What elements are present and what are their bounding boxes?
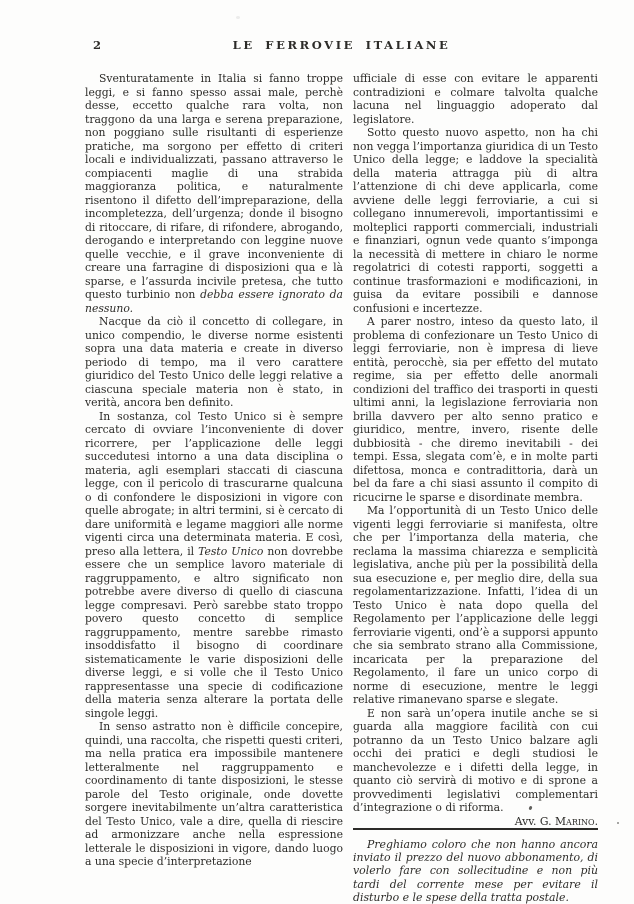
paragraph: Sotto questo nuovo aspetto, non ha chi non vegga l’importanza giuridica di un Testo Unico della legge; e laddove la specialità della materia attragga più di altra l’attenzione di chi deve applicarla, come avviene delle leggi ferroviarie, a cui si collegano innumerevoli, importantissimi e molteplici rapporti commerciali, industriali e finanziari, ognun vede quanto s’imponga la necessità di mettere in chiaro le norme regolatrici di cotesti rapporti, soggetti a continue trasformazioni e modificazioni, in guisa da evitare possibili e dannose confusioni e incertezze. <box>353 126 598 315</box>
signature-suffix: . <box>594 814 598 828</box>
author-signature <box>501 815 598 829</box>
scan-speck <box>236 16 240 19</box>
journal-title: LE FERROVIE ITALIANE <box>232 38 451 52</box>
paragraph-continuation: ufficiale di esse con evitare le apparenti contradizioni e colmare talvolta qualche lacuna nel linguaggio adoperato dal legislatore. <box>353 72 598 126</box>
paragraph: In senso astratto non è difficile concepire, quindi, una raccolta, che rispetti questi criteri, ma nella pratica era impossibile mantenere letteralmente nel raggruppamento e coordinamento di tante disposizioni, le stesse parole del Testo originale, onde dovette sorgere inevitabilmente un’altra caratteristica del Testo Unico, vale a dire, quella di riescire ad armonizzare anche nella espressione letterale le disposizioni in vigore, dando luogo a una specie d’interpretazione <box>85 720 343 868</box>
right-column <box>353 72 598 904</box>
page-header <box>85 38 598 54</box>
subscription-notice: Preghiamo coloro che non hanno ancora inviato il prezzo del nuovo abbonamento, di volerlo fare con sollecitudine e non più tardi del corrente mese per evitare il disturbo e le spese della tratta postale. <box>353 838 598 904</box>
left-column <box>85 72 343 869</box>
paragraph-text: E non sarà un’opera inutile anche se si guarda alla maggiore facilità con cui potranno da un Testo Unico balzare agli occhi dei pratici e degli studiosi le manchevolezze e i difetti della legge, in quanto ciò servirà di motivo e di sprone a provvedimenti legislativi complementari d’integrazione o di riforma. <box>353 706 598 814</box>
scan-speck <box>617 822 619 824</box>
signature-prefix: Avv. G. <box>514 814 555 828</box>
page-number: 2 <box>93 38 102 52</box>
signature-name: Marino <box>554 814 595 828</box>
section-divider <box>353 828 598 830</box>
paragraph: A parer nostro, inteso da questo lato, il problema di confezionare un Testo Unico di leggi ferroviarie, non è impresa di lieve entità, perocchè, sia per effetto del mutato regime, sia per effetto delle anormali condizioni del traffico dei trasporti in questi ultimi anni, la legislazione ferroviaria non brilla davvero per alto senno pratico e giuridico, mentre, invero, risente delle dubbiosità - che diremo inevitabili - dei tempi. Essa, slegata com’è, e in molte parti difettosa, monca e contradittoria, darà un bel da fare a chi siasi assunto il compito di ricucirne le sparse e disordinate membra. <box>353 315 598 504</box>
paragraph: In sostanza, col Testo Unico si è sempre cercato di ovviare l’inconveniente di dover ricorrere, per l’applicazione delle leggi succedutesi intorno a una data disciplina o materia, agli esemplari staccati di ciascuna legge, con il pericolo di trascurarne qualcuna o di confondere le disposizioni in vigore con quelle abrogate; in altri termini, si è cercato di dare uniformità e legame maggiori alle norme vigenti circa una determinata materia. E così, preso alla lettera, il Testo Unico non dovrebbe essere che un semplice lavoro materiale di raggruppamento, e altro significato non potrebbe avere diverso di quello di ciascuna legge compresavi. Però sarebbe stato troppo povero questo concetto di semplice raggruppamento, mentre sarebbe rimasto insoddisfatto il bisogno di coordinare sistematicamente le varie disposizioni delle diverse leggi, e si volle che il Testo Unico rappresentasse una specie di codificazione della materia senza alterare la portata delle singole leggi. <box>85 409 344 720</box>
paragraph: Ma l’opportunità di un Testo Unico delle vigenti leggi ferroviarie si manifesta, oltre che per l’importanza della materia, che reclama la massima chiarezza e semplicità legislativa, anche più per la possibilità della sua esecuzione e, per meglio dire, della sua regolamentarizzazione. Infatti, l’idea di un Testo Unico è nata dopo quella del Regolamento per l’applicazione delle leggi ferroviarie vigenti, ond’è a supporsi appunto che sia sembrato strano alla Commissione, incaricata per la preparazione del Regolamento, il fare un unico corpo di norme di esecuzione, mentre le leggi relative rimanevano sparse e slegate. <box>353 504 598 706</box>
article-body <box>85 72 598 904</box>
paragraph <box>353 706 598 828</box>
paragraph: Nacque da ciò il concetto di collegare, in unico compendio, le diverse norme esistenti sopra una data materia e create in diverso periodo di tempo, ma il vero carattere giuridico del Testo Unico delle leggi relative a ciascuna speciale materia non è stato, in verità, ancora ben definito. <box>85 315 343 409</box>
paragraph: Sventuratamente in Italia si fanno troppe leggi, e si fanno spesso assai male, perchè desse, eccetto qualche rara volta, non traggono da una larga e serena preparazione, non poggiano sulle risultanti di esperienze pratiche, ma sorgono per effetto di criteri locali e individualizzati, passano attraverso le compiacenti maglie di una strabida maggioranza politica, e naturalmente risentono il difetto dell’impreparazione, della incompletezza, dell’urgenza; donde il bisogno di ritoccare, di rifare, di rifondere, abrogando, derogando e interpretando con leggine nuove quelle vecchie, e il grave inconveniente di creare una farragine di disposizioni qua e là sparse, e l’assurda incivile pretesa, che tutto questo turbinio non debba essere ignorato da nessuno. <box>85 72 343 315</box>
